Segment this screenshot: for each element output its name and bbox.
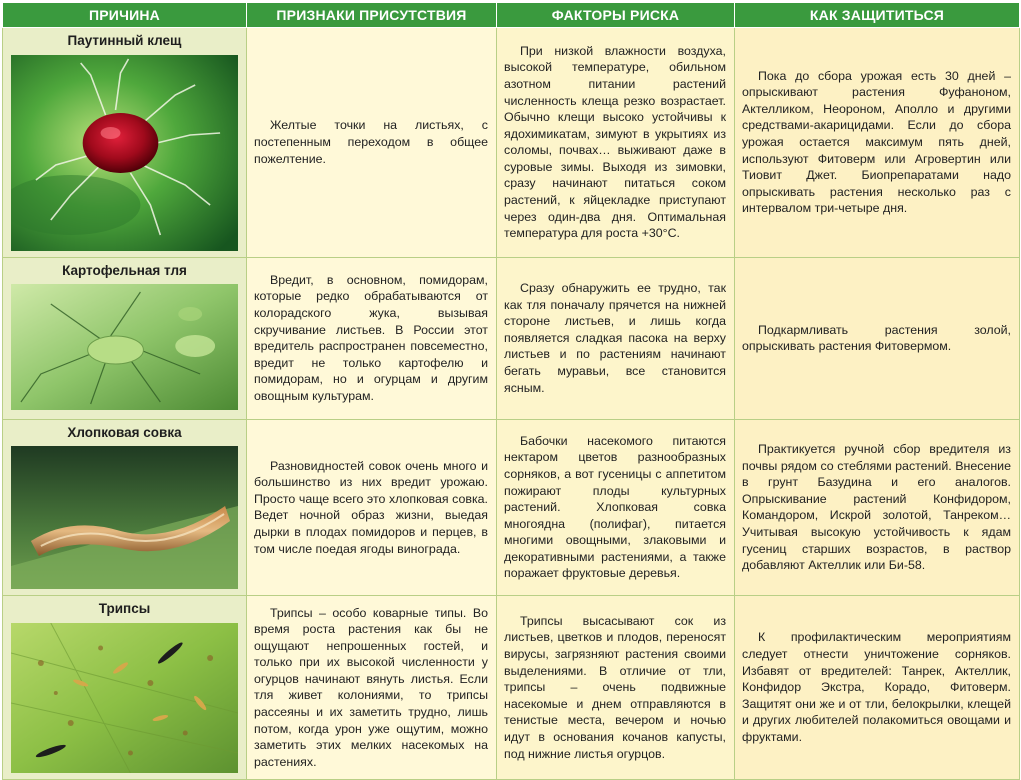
pest-name: Паутинный клещ: [67, 33, 182, 48]
signs-cell: Разновидностей совок очень много и большинство из них вредит урожаю. Просто чаще всего это хлопковая совка. Ведет ночной образ жизни, выедая дырки в плодах помидоров и перцев, в том числе поедая ягоды винограда.: [247, 419, 497, 596]
risk-cell: Бабочки насекомого питаются нектаром цветов разнообразных сорняков, а вот гусеницы с аппетитом пожирают плоды культурных растений. Хлопковая совка многоядна (полифаг), питается многими овощными, злаковыми и декоративными растениями, а также поражает фруктовые деревья.: [497, 419, 735, 596]
signs-cell: Желтые точки на листьях, с постепенным переходом в общее пожелтение.: [247, 28, 497, 258]
protect-cell: Подкармливать растения золой, опрыскивать растения Фитовермом.: [735, 257, 1020, 419]
header-protect: КАК ЗАЩИТИТЬСЯ: [735, 3, 1020, 28]
pest-name: Трипсы: [98, 601, 151, 617]
pest-name: Картофельная тля: [62, 262, 187, 278]
thrips-photo: [11, 623, 238, 773]
risk-cell: Сразу обнаружить ее трудно, так как тля поначалу прячется на нижней стороне листьев, и лишь когда появляется сладкая пасока на верху листьев и по растениям начинают бегать муравьи, все становится ясным.: [497, 257, 735, 419]
risk-cell: При низкой влажности воздуха, высокой температуре, обильном азотном питании растений численность клеща резко возрастает. Обычно клещи высоко устойчивы к ядохимикатам, зимуют в укрытиях из соломы, почвах… выживают даже в суровые зимы. Выходя из зимовки, сразу начинают питаться соком растений, к яйцекладке приступают через один-два дня. Оптимальная температура для роста +30°С.: [497, 28, 735, 258]
signs-cell: Трипсы – особо коварные типы. Во время роста растения как бы не ощущают непрошенных гостей, и только при их высокой численности у огурцов начинают вянуть листья. Если тля живет колониями, то трипсы рассеяны и их заметить трудно, лишь потом, когда урон уже ощутим, можно заметить этих мелких насекомых на растениях.: [247, 596, 497, 780]
header-signs: ПРИЗНАКИ ПРИСУТСТВИЯ: [247, 3, 497, 28]
table-row: [3, 28, 1020, 258]
header-cause: ПРИЧИНА: [3, 3, 247, 28]
cotton-bollworm-photo: [11, 446, 238, 589]
pest-name: Хлопковая совка: [67, 424, 182, 440]
header-row: [3, 3, 1020, 28]
protect-cell: К профилактическим мероприятиям следует отнести уничтожение сорняков. Избавят от вредителей: Танрек, Актеллик, Конфидор Экстра, Корадо, Фитоверм. Защитят они же и от тли, белокрылки, клещей и других любителей полакомиться овощами и фруктами.: [735, 596, 1020, 780]
cause-cell: [3, 596, 247, 780]
protect-cell: Практикуется ручной сбор вредителя из почвы рядом со стеблями растений. Внесение в грунт Базудина и его аналогов. Опрыскивание растений Конфидором, Командором, Искрой золотой, Танреком… Учитывая высокую устойчивость к ядам гусениц старших возрастов, в раствор добавляют Актеллик или Би-58.: [735, 419, 1020, 596]
protect-cell: Пока до сбора урожая есть 30 дней – опрыскивают растения Фуфаноном, Актелликом, Неороном, Аполло и другими средствами-акарицидами. Если до сбора урожая остается максимум пять дней, используют Фитоверм или Агровертин или Тиовит Джет. Биопрепаратами надо опрыскивать растения несколько раз с интервалом три-четыре дня.: [735, 28, 1020, 258]
table-row: [3, 596, 1020, 780]
signs-cell: Вредит, в основном, помидорам, которые редко обрабатываются от колорадского жука, вызывая скручивание листьев. В России этот вредитель распространен повсеместно, вредит не только картофелю и помидорам, но и огурцам и другим овощным культурам.: [247, 257, 497, 419]
header-risk: ФАКТОРЫ РИСКА: [497, 3, 735, 28]
cause-cell: [3, 28, 247, 258]
pest-table: [2, 2, 1020, 780]
potato-aphid-photo: [11, 284, 238, 410]
table-row: [3, 257, 1020, 419]
table-row: [3, 419, 1020, 596]
risk-cell: Трипсы высасывают сок из листьев, цветков и плодов, переносят вирусы, загрязняют растения своими выделениями. В отличие от тли, трипсы – очень подвижные насекомые и днем отправляются в тенистые места, вечером и ночью идут в основания кочанов капусты, под нижние листья огурцов.: [497, 596, 735, 780]
spider-mite-photo: [11, 55, 238, 251]
cause-cell: [3, 419, 247, 596]
cause-cell: [3, 257, 247, 419]
